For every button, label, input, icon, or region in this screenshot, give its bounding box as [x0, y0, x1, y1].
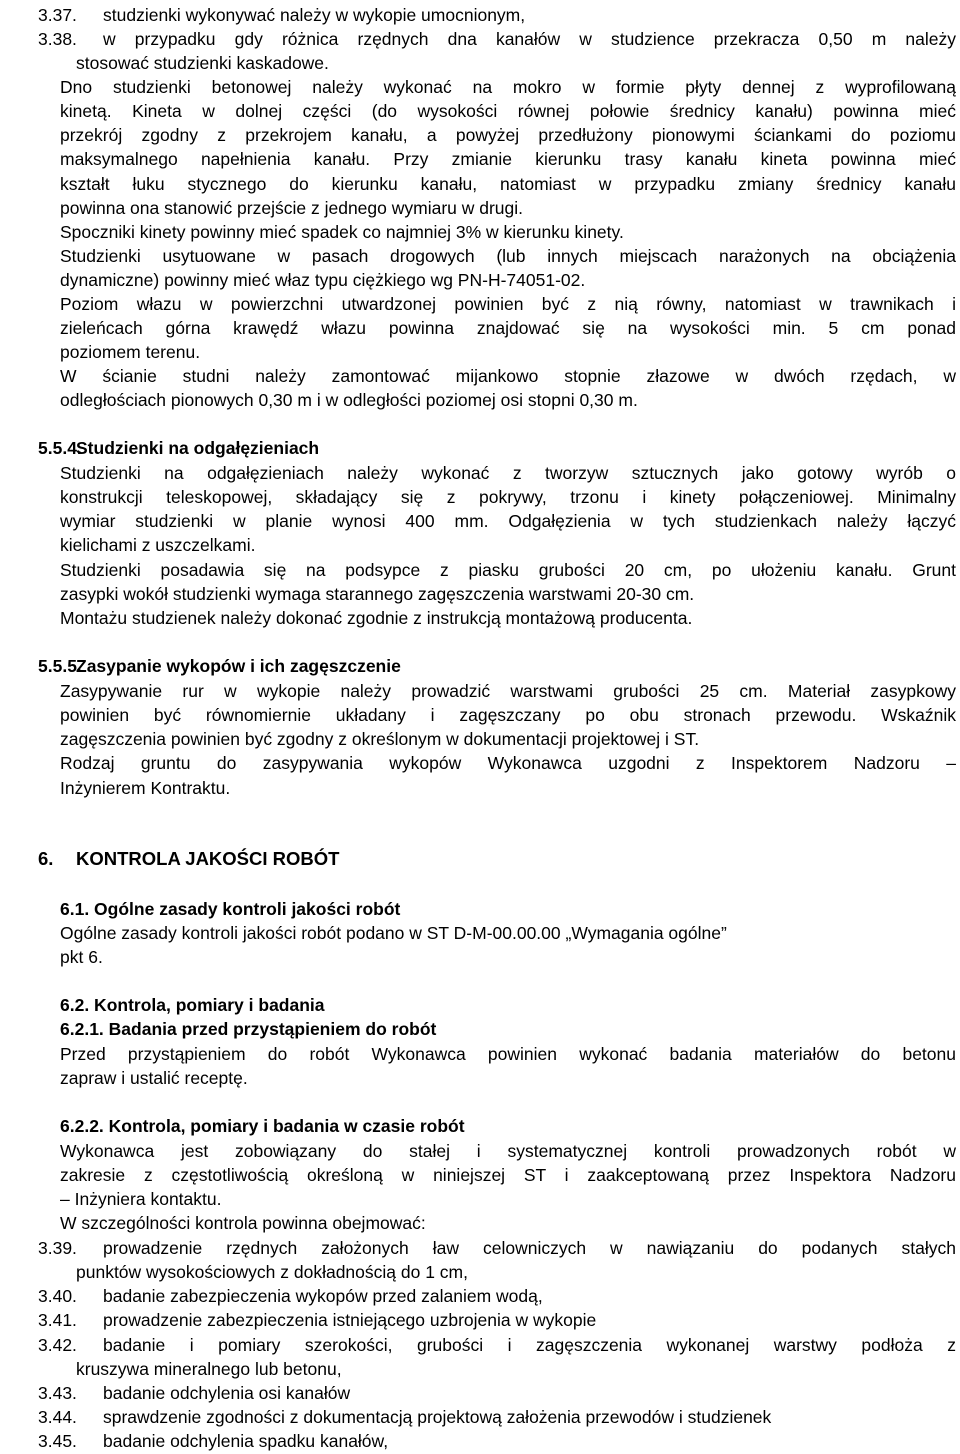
list-item-text: sprawdzenie zgodności z dokumentacją projektową założenia przewodów i studzienek: [103, 1407, 772, 1427]
paragraph-line: Studzienki na odgałęzieniach należy wykonać z tworzyw sztucznych jako gotowy wyrób o: [60, 463, 956, 483]
paragraph-line: Wykonawca jest zobowiązany do stałej i systematycznej kontroli prowadzonych robót w: [60, 1141, 956, 1161]
paragraph-line: powinna ona stanowić przejście z jednego wymiaru w drugi.: [60, 198, 524, 218]
paragraph-line: powinien być równomiernie układany i zagęszczany po obu stronach przewodu. Wskaźnik: [60, 705, 956, 725]
paragraph-line: Studzienki posadawia się na podsypce z piasku grubości 20 cm, po ułożeniu kanału. Grunt: [60, 560, 956, 580]
paragraph-line: zakresie z częstotliwością określoną w niniejszej ST i zaakceptowaną przez Inspektora Nadzoru: [60, 1165, 956, 1185]
list-item-continuation: kruszywa mineralnego lub betonu,: [76, 1359, 342, 1379]
paragraph-line: Przed przystąpieniem do robót Wykonawca powinien wykonać badania materiałów do betonu: [60, 1044, 956, 1064]
paragraph-line: kinetą. Kineta w dolnej części (do wysokości równej połowie średnicy kanału) powinna mieć: [60, 101, 956, 121]
list-item-text: badanie zabezpieczenia wykopów przed zalaniem wodą,: [103, 1286, 543, 1306]
paragraph-line: Poziom włazu w powierzchni utwardzonej powinien być z nią równy, natomiast w trawnikach i: [60, 294, 956, 314]
list-item-number: 3.45.: [38, 1431, 77, 1451]
section-number: 5.5.5.: [38, 656, 82, 676]
paragraph-line: – Inżyniera kontaktu.: [60, 1189, 222, 1209]
section-heading: 6.2. Kontrola, pomiary i badania: [60, 995, 325, 1015]
paragraph-line: dynamiczne) powinny mieć właz typu ciężkiego wg PN-H-74051-02.: [60, 270, 586, 290]
paragraph-line: kielichami z uszczelkami.: [60, 535, 256, 555]
list-item-number: 3.38.: [38, 29, 77, 49]
paragraph-line: W ścianie studni należy zamontować mijankowo stopnie złazowe w dwóch rzędach, w: [60, 366, 956, 386]
section-heading: Studzienki na odgałęzieniach: [76, 438, 320, 458]
list-item-text: prowadzenie zabezpieczenia istniejącego uzbrojenia w wykopie: [103, 1310, 597, 1330]
list-item-number: 3.42.: [38, 1335, 77, 1355]
list-item-text: studzienki wykonywać należy w wykopie umocnionym,: [103, 5, 526, 25]
subsection-heading: 6.2.1. Badania przed przystąpieniem do robót: [60, 1019, 437, 1039]
section-heading: Zasypanie wykopów i ich zagęszczenie: [76, 656, 401, 676]
list-item-number: 3.40.: [38, 1286, 77, 1306]
paragraph-line: przekrój zgodny z przekrojem kanału, a powyżej przedłużony pionowymi ściankami do poziomu: [60, 125, 956, 145]
paragraph-line: zagęszczenia powinien być zgodny z określonym w dokumentacji projektowej i ST.: [60, 729, 700, 749]
list-item-number: 3.43.: [38, 1383, 77, 1403]
paragraph-line: W szczególności kontrola powinna obejmować:: [60, 1213, 426, 1233]
chapter-heading: KONTROLA JAKOŚCI ROBÓT: [76, 848, 340, 869]
paragraph-line: Inżynierem Kontraktu.: [60, 778, 231, 798]
section-heading: 6.1. Ogólne zasady kontroli jakości robót: [60, 899, 401, 919]
list-item-text: badanie odchylenia osi kanałów: [103, 1383, 351, 1403]
paragraph-line: wymiar studzienki w planie wynosi 400 mm. Odgałęzienia w tych studzienkach należy łączyć: [60, 511, 956, 531]
paragraph-line: Zasypywanie rur w wykopie należy prowadzić warstwami grubości 25 cm. Materiał zasypkowy: [60, 681, 956, 701]
paragraph-line: poziomem terenu.: [60, 342, 201, 362]
list-item-text: badanie i pomiary szerokości, grubości i zagęszczenia wykonanej warstwy podłoża z: [103, 1335, 956, 1355]
list-item-text: badanie odchylenia spadku kanałów,: [103, 1431, 389, 1451]
section-number: 5.5.4.: [38, 438, 82, 458]
list-item-number: 3.41.: [38, 1310, 77, 1330]
paragraph-line: zieleńcach górna krawędź włazu powinna znajdować się na wysokości min. 5 cm ponad: [60, 318, 956, 338]
list-item-continuation: stosować studzienki kaskadowe.: [76, 53, 329, 73]
list-item-number: 3.37.: [38, 5, 77, 25]
paragraph-line: zasypki wokół studzienki wymaga starannego zagęszczenia warstwami 20-30 cm.: [60, 584, 695, 604]
paragraph-line: konstrukcji teleskopowej, składający się z pokrywy, trzonu i kinety połączeniowej. Minimalny: [60, 487, 956, 507]
paragraph-line: Studzienki usytuowane w pasach drogowych (lub innych miejscach narażonych na obciążenia: [60, 246, 956, 266]
paragraph-line: maksymalnego napełnienia kanału. Przy zmianie kierunku trasy kanału kineta powinna mieć: [60, 149, 956, 169]
list-item-number: 3.44.: [38, 1407, 77, 1427]
paragraph-line: Spoczniki kinety powinny mieć spadek co najmniej 3% w kierunku kinety.: [60, 222, 624, 242]
list-item-number: 3.39.: [38, 1238, 77, 1258]
paragraph-line: Montażu studzienek należy dokonać zgodnie z instrukcją montażową producenta.: [60, 608, 693, 628]
paragraph-line: zapraw i ustalić receptę.: [60, 1068, 248, 1088]
list-item-continuation: punktów wysokościowych z dokładnością do 1 cm,: [76, 1262, 468, 1282]
paragraph-line: kształt łuku stycznego do kierunku kanału, natomiast w przypadku zmiany średnicy kanału: [60, 174, 956, 194]
paragraph-line: pkt 6.: [60, 947, 103, 967]
paragraph-line: Rodzaj gruntu do zasypywania wykopów Wykonawca uzgodni z Inspektorem Nadzoru –: [60, 753, 956, 773]
paragraph-line: Ogólne zasady kontroli jakości robót podano w ST D-M-00.00.00 „Wymagania ogólne”: [60, 923, 727, 943]
list-item-text: prowadzenie rzędnych założonych ław celowniczych w nawiązaniu do podanych stałych: [103, 1238, 956, 1258]
chapter-number: 6.: [38, 848, 54, 869]
subsection-heading: 6.2.2. Kontrola, pomiary i badania w czasie robót: [60, 1116, 465, 1136]
list-item-text: w przypadku gdy różnica rzędnych dna kanałów w studzience przekracza 0,50 m należy: [103, 29, 956, 49]
paragraph-line: odległościach pionowych 0,30 m i w odległości poziomej osi stopni 0,30 m.: [60, 390, 638, 410]
paragraph-line: Dno studzienki betonowej należy wykonać na mokro w formie płyty dennej z wyprofilowaną: [60, 77, 956, 97]
